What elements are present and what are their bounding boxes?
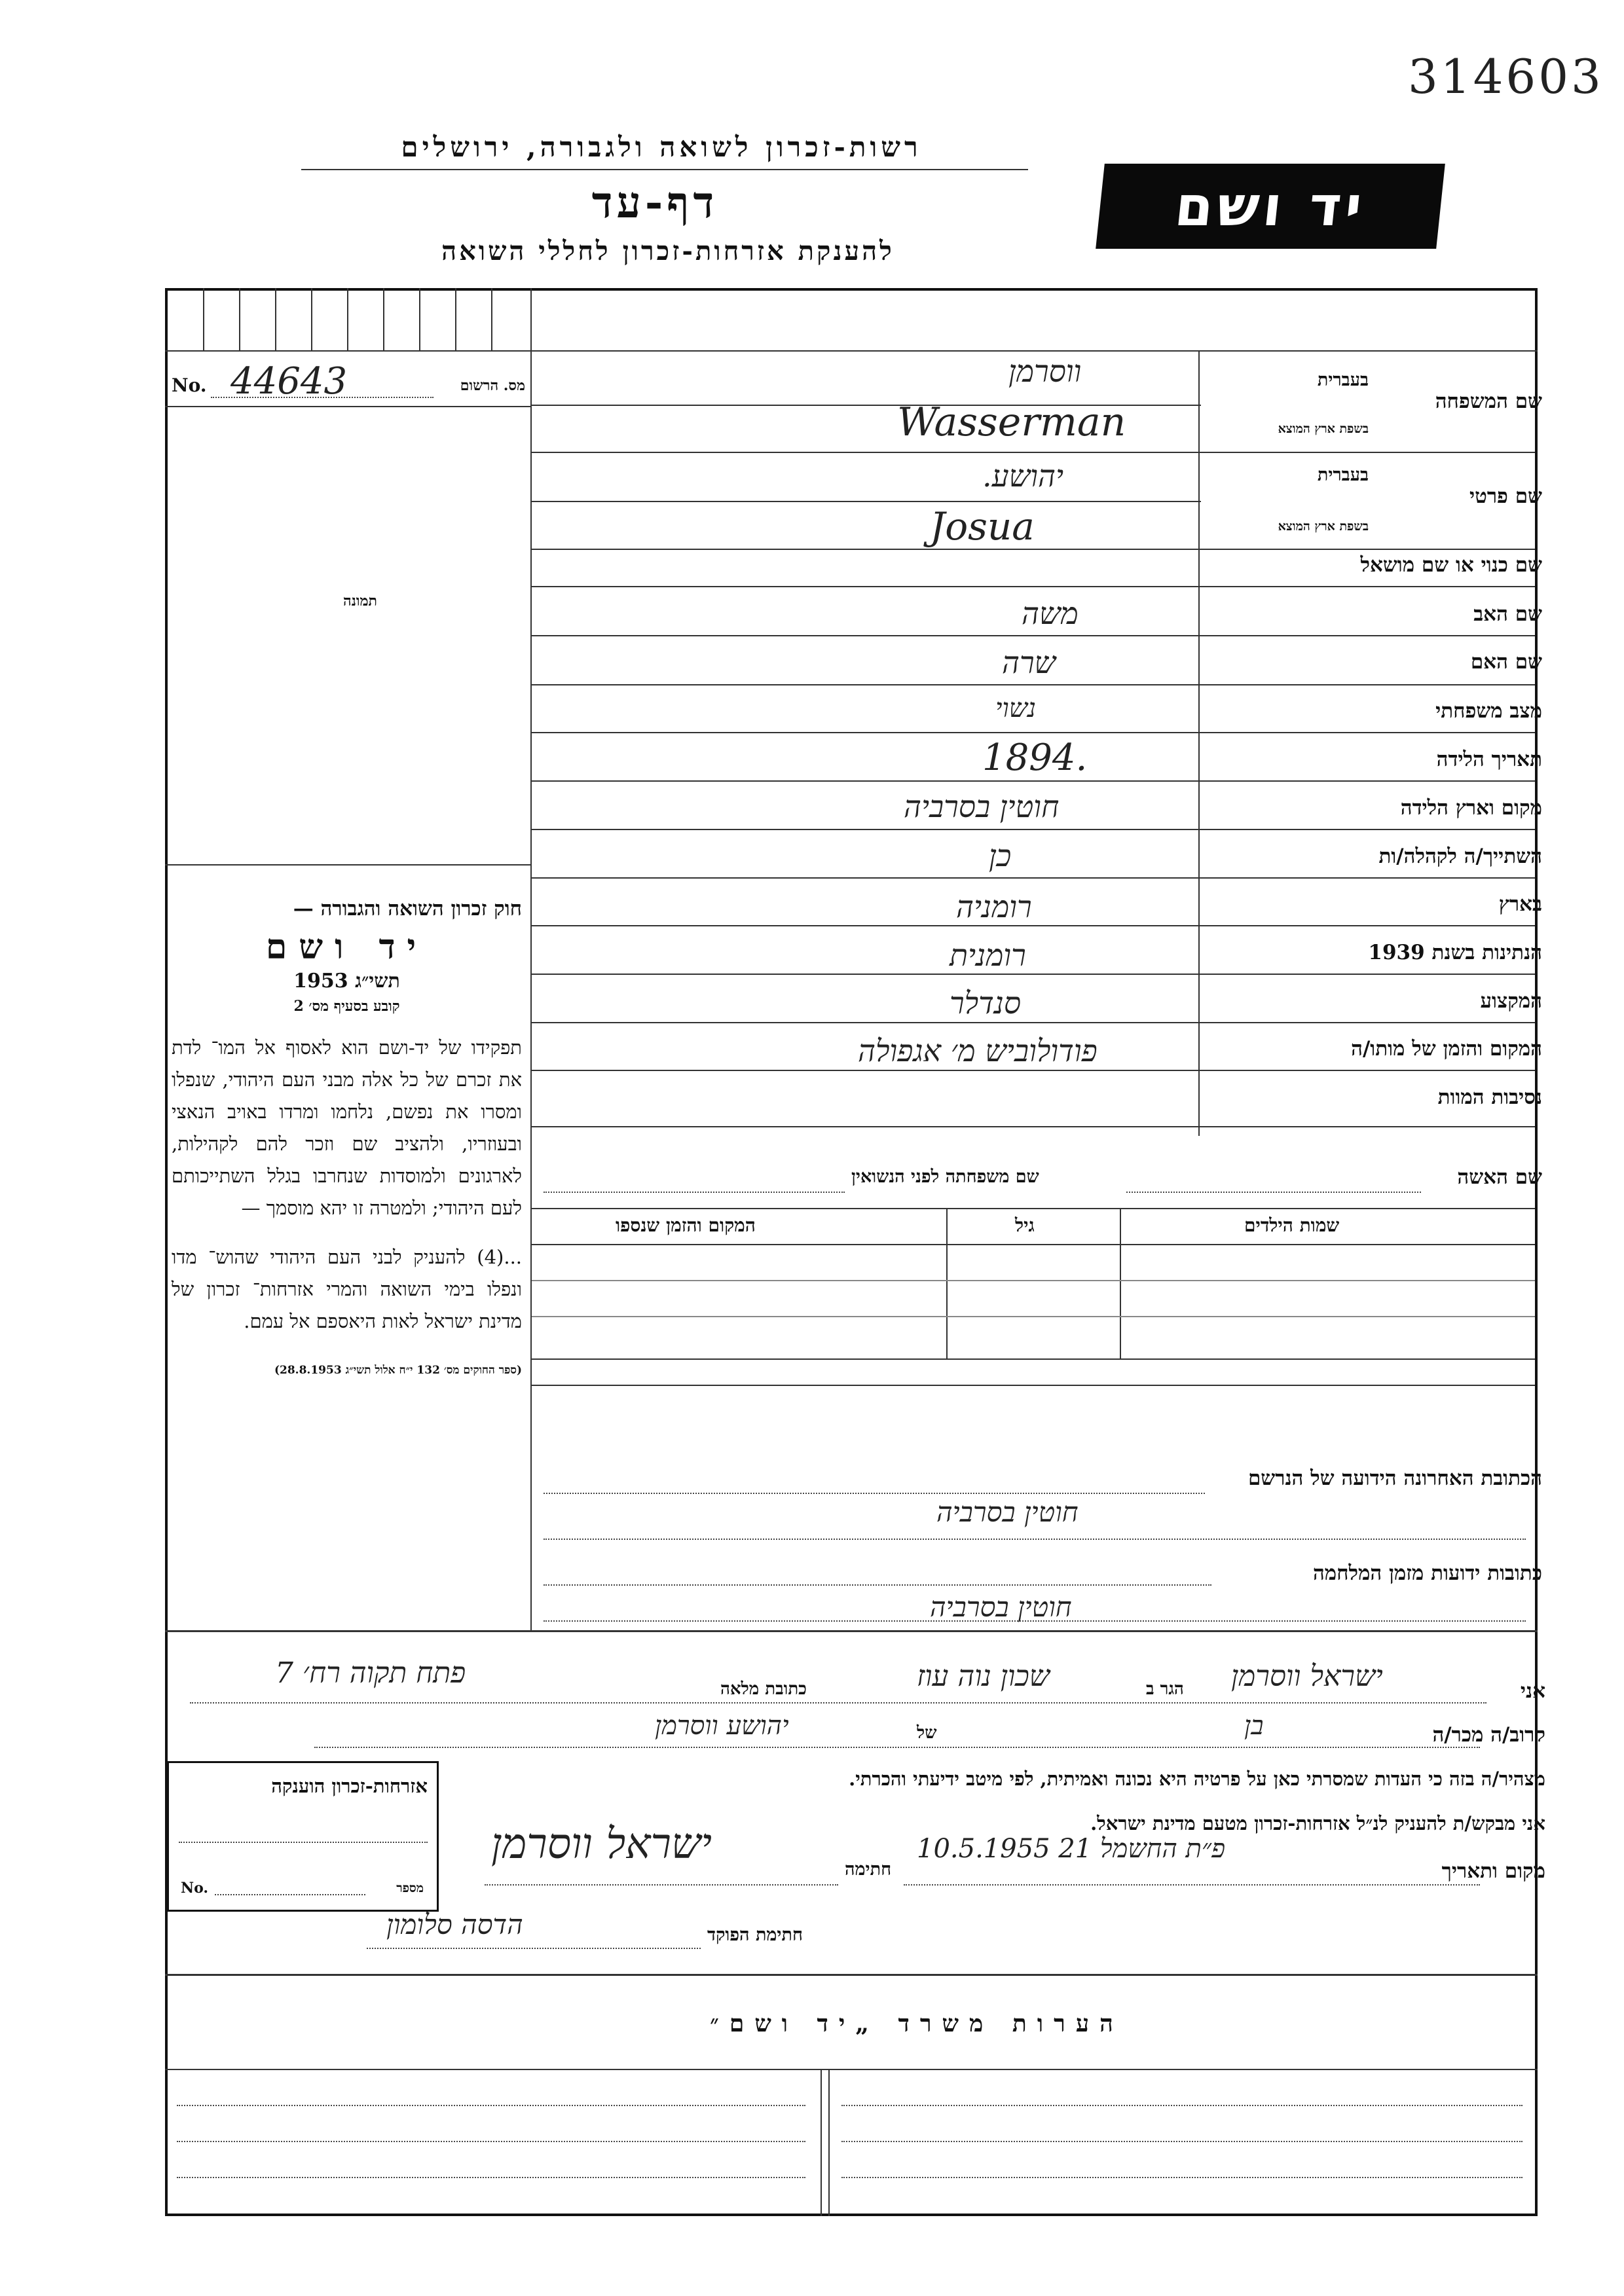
surname-latin-value: Wasserman	[897, 399, 1126, 445]
registration-number-row	[172, 360, 525, 406]
community-label: השתייך/ה לקהלה/ות	[1378, 845, 1542, 868]
citizenship-request: אני מבקש/ת להעניק לנ״ל אזרחות-זכרון מטעם מדינת ישראל.	[1090, 1812, 1545, 1834]
declarant-lives-label: הגר ב	[1146, 1679, 1184, 1699]
marital-status-value: נשוי	[995, 693, 1037, 723]
clerk-signature-label: חתימת הפוקד	[707, 1925, 803, 1945]
stamp-box-title: אזרחות-זכרון הוענקה	[271, 1775, 428, 1797]
page-title: דף-עד	[591, 177, 718, 228]
clerk-signature-value: הדסה סלומון	[386, 1908, 523, 1941]
law-block	[172, 897, 522, 1377]
country-value: רומניה	[956, 889, 1032, 924]
registration-no-label: No.	[172, 374, 207, 396]
declarant-signature: ישראל ווסרמן	[491, 1820, 712, 1868]
wife-name-label: שם האשה	[1457, 1165, 1542, 1189]
header-authority: רשות-זכרון לשואה ולגבורה, ירושלים	[401, 131, 922, 163]
last-address-label: הכתובת האחרונה הידועה של הנרשם	[1247, 1467, 1542, 1490]
given-name-label: שם פרטי	[1469, 484, 1542, 508]
law-text-1: תפקידו של יד-ושם הוא לאסוף אל המו־ לדת את זכרם של כל אלה מבני העם היהודי, שנפלו ומסרו את נפשם, נלחמו ומרדו באויב הנאצי ובעוזריו, ולהציב שם וזכר להם לקהילות, לארגונים ולמוסדות שנחרבו בגלל השתייכותם לעם היהודי; ולמטרה זו יהא מוסמך —	[172, 1036, 522, 1219]
declarant-address-value: פתח תקוה רח׳ 7	[275, 1656, 466, 1690]
archive-number: 314603	[1408, 49, 1604, 104]
relation-of-label: של	[917, 1723, 937, 1743]
declaration-statement: מצהיר/ה בזה כי העדות שמסרתי כאן על פרטיה היא נכונה ואמיתית, לפי מיטב ידיעתי והכרתי.	[849, 1768, 1545, 1790]
given-name-hebrew-value: יהושע.	[982, 458, 1064, 494]
table-row	[532, 1280, 1535, 1281]
given-hebrew-sublabel: בעברית	[1317, 465, 1369, 485]
place-date-label: מקום ותאריך	[1441, 1859, 1545, 1883]
profession-value: סנדלר	[950, 985, 1021, 1021]
community-value: כן	[989, 838, 1012, 873]
law-citation: (ספר החוקים מס׳ 132 י״ח אלול תשי״ג 28.8.1953)	[274, 1364, 522, 1377]
declarant-i-label: אני	[1520, 1679, 1545, 1703]
father-name-label: שם האב	[1473, 602, 1542, 626]
surname-hebrew-sublabel: בעברית	[1317, 370, 1369, 390]
declarant-address-label: כתובת מלאה	[720, 1679, 807, 1699]
given-name-latin-value: Josua	[930, 504, 1035, 549]
birth-place-label: מקום וארץ הלידה	[1400, 796, 1542, 820]
birth-place-value: חוטין בסרביה	[904, 789, 1060, 824]
nickname-label: שם כנוי או שם מושאל	[1360, 553, 1542, 577]
header-subtitle: להענקת אזרחות-זכרון לחללי השואה	[441, 236, 895, 266]
law-text-2: ...(4) להעניק לבני העם היהודי שהוש־ מדו ונפלו בימי השואה והמרי אזרחות־ זכרון של מדינת ישראל לאות היאספם אל עמם.	[172, 1246, 522, 1332]
mother-name-label: שם האם	[1470, 650, 1542, 674]
marital-status-label: מצב משפחתי	[1435, 699, 1542, 723]
office-notes-title: הערות משרד „יד ושם״	[710, 2010, 1124, 2037]
birth-date-label: תאריך הלידה	[1436, 748, 1542, 771]
children-age-header: גיל	[1015, 1214, 1035, 1236]
surname-hebrew-value: ווסרמן	[1008, 354, 1082, 389]
declarant-residence-value: שכון נוה עוז	[917, 1660, 1050, 1693]
left-column-divider	[530, 288, 532, 1630]
death-place-time-label: המקום והזמן של מותו/ה	[1351, 1037, 1542, 1061]
stamp-box-no-label: No.	[181, 1880, 209, 1897]
last-address-value: חוטין בסרביה	[936, 1496, 1079, 1528]
table-row	[532, 1316, 1535, 1317]
relation-label: קרוב/ה מכר/ה	[1432, 1723, 1545, 1747]
surname-origin-sublabel: בשפת ארץ המוצא	[1278, 422, 1369, 436]
photo-label: תמונה	[343, 592, 377, 610]
stamp-box-number-label: מספר	[396, 1881, 424, 1895]
country-label: בארץ	[1498, 892, 1542, 916]
law-year: תשי״ג 1953	[293, 970, 400, 993]
registration-number: 44643	[231, 360, 348, 403]
header-authority-underline	[301, 169, 1028, 170]
wartime-address-value: חוטין בסרביה	[930, 1591, 1072, 1623]
place-date-value: פ״ת החשמל 21 10.5.1955	[917, 1834, 1226, 1864]
citizenship-label: הנתינות בשנת 1939	[1368, 941, 1542, 964]
signature-label: חתימה	[845, 1859, 892, 1880]
mother-name-value: שרה	[1002, 645, 1056, 680]
declarant-name-value: ישראל ווסרמן	[1231, 1660, 1383, 1693]
logo-text: יד ושם	[1172, 174, 1369, 238]
relation-value: בן	[1244, 1711, 1264, 1741]
citizenship-value: רומנית	[950, 938, 1026, 973]
given-origin-sublabel: בשפת ארץ המוצא	[1278, 519, 1369, 534]
children-death-header: המקום והזמן שנספו	[616, 1214, 756, 1236]
surname-label: שם המשפחה	[1435, 390, 1542, 413]
law-name: יד ושם	[265, 927, 428, 967]
death-circumstances-label: נסיבות המוות	[1437, 1085, 1542, 1109]
law-section: קובע בסעיף מס׳ 2	[293, 998, 400, 1015]
registration-label: מס. הרשום	[460, 377, 525, 394]
death-place-time-value: פודולוביש מ׳ אגפולה	[858, 1033, 1098, 1068]
relation-of-value: יהושע ווסרמן	[655, 1711, 789, 1741]
yad-vashem-logo	[1096, 164, 1445, 249]
children-names-header: שמות הילדים	[1244, 1214, 1340, 1236]
wartime-address-label: כתובות ידועות מזמן המלחמה	[1312, 1561, 1542, 1585]
law-title: חוק זכרון השואה והגבורה —	[293, 897, 522, 920]
profession-label: המקצוע	[1480, 989, 1542, 1013]
citizenship-granted-box	[167, 1761, 439, 1912]
wife-maiden-name-label: שם משפחתה לפני הנשואין	[851, 1167, 1039, 1187]
father-name-value: משה	[1022, 596, 1079, 631]
birth-date-value: 1894.	[982, 737, 1088, 779]
